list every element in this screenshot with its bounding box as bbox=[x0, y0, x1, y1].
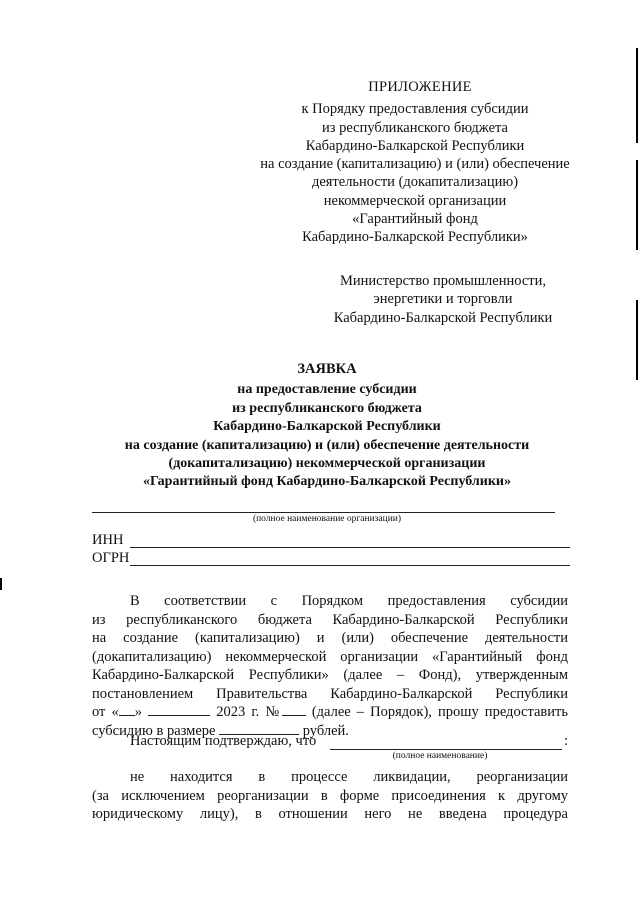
date-mid: » bbox=[134, 704, 143, 720]
addressee-line: энергетики и торговли bbox=[373, 291, 513, 308]
appendix-line: Кабардино-Балкарской Республики bbox=[305, 137, 525, 154]
paragraph-line: постановлением Правительства Кабардино-Балкарской Республики bbox=[92, 685, 568, 702]
org-name-field[interactable] bbox=[92, 512, 555, 513]
scan-artifact bbox=[636, 300, 638, 380]
appendix-line: некоммерческой организации bbox=[323, 192, 507, 209]
appendix-block bbox=[240, 78, 590, 247]
date-day-field[interactable] bbox=[119, 703, 135, 716]
paragraph-2 bbox=[92, 768, 568, 824]
paragraph-1 bbox=[92, 592, 568, 740]
heading-line: из республиканского бюджета bbox=[232, 400, 422, 416]
scan-artifact bbox=[0, 578, 2, 590]
addressee-line: Министерство промышленности, bbox=[339, 273, 547, 289]
number-field[interactable] bbox=[282, 703, 306, 716]
paragraph-line: Кабардино-Балкарской Республики» (далее – Фонд), утвержденным bbox=[92, 667, 568, 683]
scan-artifact bbox=[636, 48, 638, 143]
heading-line: «Гарантийный фонд Кабардино-Балкарской Республики» bbox=[143, 474, 511, 490]
addressee-block bbox=[318, 272, 568, 327]
appendix-line: из республиканского бюджета bbox=[322, 119, 508, 136]
amount-prefix: субсидию в размере bbox=[92, 722, 216, 739]
inn-field[interactable] bbox=[130, 547, 570, 548]
confirm-text: Настоящим подтверждаю, что bbox=[130, 733, 317, 749]
appendix-line: Кабардино-Балкарской Республики» bbox=[302, 229, 528, 246]
date-prefix: от « bbox=[92, 704, 119, 720]
paragraph-line: (докапитализацию) некоммерческой организации «Гарантийный фонд bbox=[92, 648, 568, 665]
confirm-colon: : bbox=[564, 733, 569, 749]
date-suffix: (далее – Порядок), прошу предоставить bbox=[311, 704, 568, 720]
heading-line: на предоставление субсидии bbox=[237, 382, 417, 398]
scan-artifact bbox=[636, 160, 638, 250]
paragraph-line: юридическому лицу), в отношении него не введена процедура bbox=[92, 806, 568, 822]
appendix-title: ПРИЛОЖЕНИЕ bbox=[368, 79, 472, 95]
application-heading bbox=[92, 360, 562, 492]
paragraph-line: из республиканского бюджета Кабардино-Балкарской Республики bbox=[92, 611, 568, 628]
date-year-text: 2023 г. № bbox=[216, 704, 282, 720]
confirm-name-field[interactable] bbox=[330, 749, 562, 750]
appendix-line: деятельности (докапитализацию) bbox=[311, 174, 519, 191]
heading-line: Кабардино-Балкарской Республики bbox=[213, 419, 441, 435]
application-title: ЗАЯВКА bbox=[297, 361, 357, 377]
paragraph-line: на создание (капитализацию) и (или) обеспечение деятельности bbox=[92, 630, 568, 646]
date-month-field[interactable] bbox=[148, 703, 210, 716]
paragraph-line: не находится в процессе ликвидации, реорганизации bbox=[130, 769, 568, 785]
amount-suffix: рублей. bbox=[302, 722, 349, 739]
appendix-line: к Порядку предоставления субсидии bbox=[301, 101, 529, 118]
ogrn-label: ОГРН bbox=[92, 550, 130, 566]
heading-line: (докапитализацию) некоммерческой организации bbox=[168, 456, 486, 472]
paragraph-line: В соответствии с Порядком предоставления субсидии bbox=[130, 593, 568, 609]
appendix-line: «Гарантийный фонд bbox=[352, 211, 478, 228]
inn-label: ИНН bbox=[92, 532, 124, 548]
appendix-line: на создание (капитализацию) и (или) обеспечение bbox=[260, 156, 570, 173]
date-line bbox=[92, 703, 568, 722]
addressee-line: Кабардино-Балкарской Республики bbox=[333, 309, 553, 326]
confirm-name-hint: (полное наименование) bbox=[392, 751, 488, 761]
paragraph-line: (за исключением реорганизации в форме присоединения к другому bbox=[92, 787, 568, 804]
heading-line: на создание (капитализацию) и (или) обеспечение деятельности bbox=[124, 437, 530, 453]
ogrn-field[interactable] bbox=[130, 565, 570, 566]
org-name-hint: (полное наименование организации) bbox=[252, 514, 402, 524]
